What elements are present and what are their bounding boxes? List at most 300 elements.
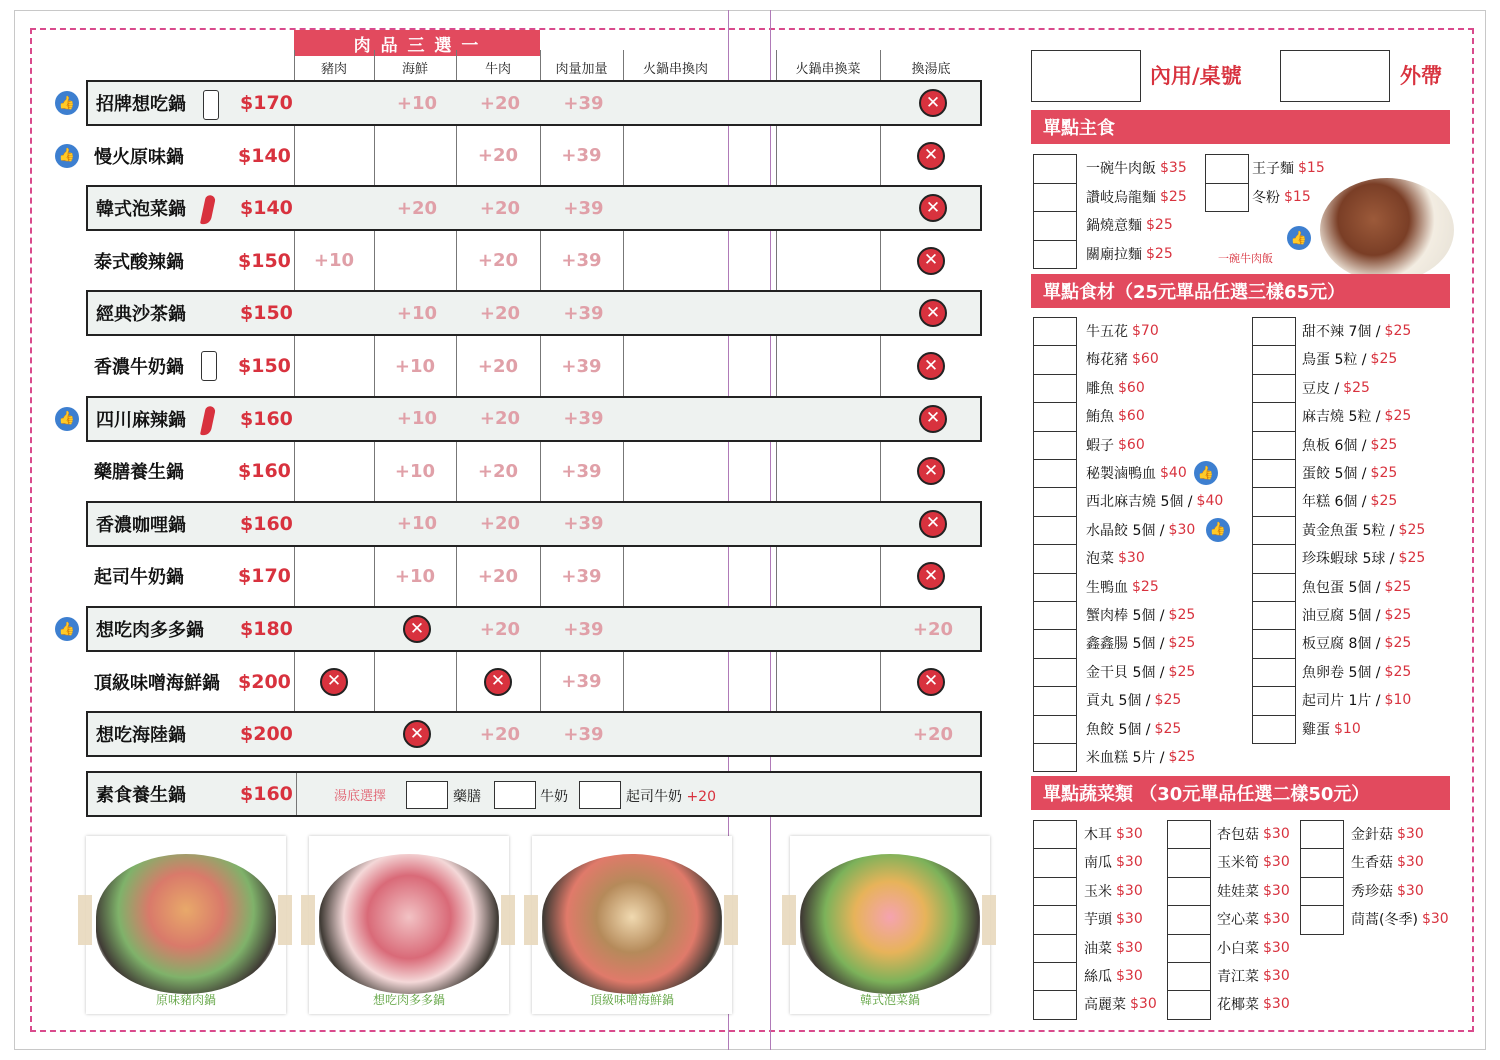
surcharge-seafood: +10 (396, 302, 438, 324)
surcharge-beef: +20 (477, 145, 519, 167)
item-price: $25 (1168, 635, 1196, 652)
order-checkbox[interactable] (1252, 374, 1296, 403)
item-price: $30 (1168, 521, 1196, 538)
pot-name: 泰式酸辣鍋 (94, 251, 184, 273)
cheese-milk-label: 起司牛奶 (626, 789, 682, 805)
item-price: $30 (1263, 996, 1290, 1013)
order-checkbox[interactable] (1252, 516, 1296, 545)
pot-row[interactable] (86, 396, 982, 442)
milk-bottle-icon (201, 351, 217, 381)
pot-name: 香濃咖哩鍋 (96, 514, 186, 536)
menu-item (1084, 965, 1143, 987)
item-name: 蛋餃 5個 / (1302, 466, 1367, 482)
item-price: $25 (1146, 217, 1173, 233)
hotpot-photo-card (309, 836, 509, 1014)
item-name: 高麗菜 (1084, 997, 1126, 1014)
hotpot-photo-card (532, 836, 732, 1014)
menu-item (1086, 490, 1223, 512)
photo-caption: 想吃肉多多鍋 (372, 993, 445, 1007)
surcharge-seafood: +10 (396, 513, 438, 535)
menu-item (1351, 908, 1449, 930)
veg-pot-row[interactable] (86, 771, 982, 817)
item-name: 雞蛋 (1302, 721, 1330, 738)
order-checkbox[interactable] (1252, 431, 1296, 460)
order-checkbox[interactable] (1033, 345, 1077, 374)
menu-item (1217, 937, 1290, 959)
menu-item (1086, 462, 1187, 484)
order-checkbox[interactable] (1033, 317, 1077, 346)
item-price: $25 (1398, 550, 1426, 567)
order-checkbox[interactable] (1033, 487, 1077, 516)
item-name: 魚餃 5個 / (1086, 721, 1151, 738)
menu-item (1302, 519, 1425, 541)
item-price: $60 (1118, 436, 1145, 453)
menu-item (1086, 689, 1181, 711)
tape-decoration (501, 895, 515, 945)
pot-name: 想吃海陸鍋 (96, 725, 186, 747)
item-name: 貢丸 5個 / (1086, 693, 1151, 710)
menu-item (1086, 661, 1195, 683)
menu-item (1351, 823, 1424, 845)
unavailable-x-icon: ✕ (919, 510, 947, 538)
surcharge-more: +39 (561, 145, 602, 167)
menu-item (1217, 965, 1290, 987)
pot-price: $150 (238, 249, 291, 272)
order-checkbox[interactable] (1033, 573, 1077, 602)
item-name: 珍珠蝦球 5球 / (1302, 551, 1395, 568)
recommended-like-icon: 👍 (55, 91, 79, 115)
menu-item (1217, 851, 1290, 873)
pot-price: $150 (238, 355, 291, 377)
order-checkbox[interactable] (1167, 990, 1211, 1019)
surcharge-beef: +20 (477, 460, 519, 482)
item-price: $25 (1154, 692, 1182, 709)
surcharge-beef: +20 (479, 513, 521, 535)
menu-item (1252, 157, 1325, 179)
pot-name: 招牌想吃鍋 (96, 94, 186, 115)
item-name: 青江菜 (1217, 969, 1259, 985)
surcharge-beef: +20 (477, 355, 519, 377)
item-name: 起司片 1片 / (1302, 693, 1381, 710)
order-checkbox[interactable] (1205, 183, 1249, 213)
unavailable-x-icon: ✕ (917, 247, 945, 275)
order-checkbox[interactable] (1033, 459, 1077, 488)
pot-price: $200 (240, 723, 293, 746)
item-price: $30 (1116, 968, 1143, 984)
item-name: 甜不辣 7個 / (1302, 324, 1381, 340)
menu-item (1084, 880, 1143, 902)
order-checkbox[interactable] (1033, 601, 1077, 630)
menu-item (1086, 604, 1195, 626)
menu-item (1302, 377, 1370, 399)
surcharge-more: +39 (561, 355, 602, 377)
item-name: 芋頭 (1084, 912, 1112, 929)
meat-choice-header: 肉 品 三 選 一 (294, 30, 540, 56)
order-checkbox[interactable] (1033, 183, 1077, 213)
ingredient-section-title: 單點食材（25元單品任選三樣65元） (1031, 274, 1450, 308)
item-name: 金干貝 5個 / (1086, 664, 1165, 681)
hotpot-photo-card (790, 836, 990, 1014)
surcharge-more: +39 (561, 460, 602, 482)
item-name: 鑫鑫腸 5個 / (1086, 636, 1165, 653)
item-name: 牛五花 (1086, 324, 1128, 340)
item-price: $35 (1160, 160, 1187, 176)
item-name: 西北麻吉燒 5個 / (1086, 494, 1193, 511)
recommended-like-icon: 👍 (1194, 461, 1218, 485)
tape-decoration (278, 895, 292, 945)
item-name: 魚包蛋 5個 / (1302, 579, 1381, 596)
unavailable-x-icon: ✕ (919, 299, 947, 327)
order-checkbox[interactable] (1167, 820, 1211, 849)
item-name: 黃金魚蛋 5粒 / (1302, 522, 1395, 539)
tape-decoration (78, 895, 92, 945)
pot-name: 藥膳養生鍋 (94, 462, 184, 484)
menu-item (1086, 434, 1145, 456)
item-name: 冬粉 (1252, 189, 1280, 206)
surcharge-beef: +20 (477, 565, 519, 587)
order-checkbox[interactable] (1205, 154, 1249, 184)
item-price: $30 (1118, 550, 1145, 567)
unavailable-x-icon: ✕ (403, 720, 431, 748)
menu-item (1086, 243, 1173, 265)
menu-item (1084, 851, 1143, 873)
item-price: $25 (1370, 436, 1398, 453)
order-checkbox[interactable] (1033, 820, 1077, 849)
tape-decoration (301, 895, 315, 945)
hotpot-photo-card (86, 836, 286, 1014)
surcharge-beef: +20 (479, 408, 521, 430)
pot-name: 起司牛奶鍋 (94, 567, 184, 589)
surcharge-more: +39 (563, 92, 604, 114)
item-price: $30 (1421, 911, 1449, 928)
surcharge-more: +39 (563, 723, 604, 745)
veg-pot-name: 素食養生鍋 (96, 785, 186, 806)
item-name: 泡菜 (1086, 551, 1114, 568)
order-checkbox[interactable] (1033, 240, 1077, 270)
item-name: 豆皮 / (1302, 380, 1340, 397)
order-checkbox[interactable] (1167, 962, 1211, 991)
item-name: 生香菇 (1351, 855, 1393, 872)
soup-option-herbal: 藥膳 (453, 789, 481, 805)
order-checkbox[interactable] (1033, 431, 1077, 460)
order-checkbox[interactable] (1300, 848, 1344, 877)
item-name: 米血糕 5片 / (1086, 750, 1165, 766)
order-checkbox[interactable] (1252, 601, 1296, 630)
hotpot-photo (96, 854, 276, 994)
pot-row[interactable] (86, 448, 982, 494)
surcharge-seafood: +10 (396, 408, 438, 430)
order-checkbox[interactable] (1252, 345, 1296, 374)
menu-item (1302, 490, 1397, 512)
unavailable-x-icon: ✕ (484, 668, 512, 696)
order-checkbox[interactable] (1167, 877, 1211, 906)
pot-name: 韓式泡菜鍋 (96, 199, 186, 221)
pot-row[interactable] (86, 185, 982, 231)
soup-checkbox-herbal[interactable] (406, 781, 448, 809)
milk-bottle-icon (203, 90, 219, 120)
surcharge-more: +39 (563, 302, 604, 324)
order-checkbox[interactable] (1300, 820, 1344, 849)
item-name: 魚卵卷 5個 / (1302, 664, 1381, 681)
pot-price: $160 (238, 460, 291, 483)
pot-row[interactable] (86, 80, 982, 126)
cheese-milk-price: +20 (686, 789, 716, 805)
order-checkbox[interactable] (1167, 934, 1211, 963)
pot-price: $140 (240, 197, 293, 220)
order-checkbox[interactable] (1033, 743, 1077, 772)
menu-item (1302, 462, 1397, 484)
item-name: 秘製滷鴨血 (1086, 466, 1156, 482)
table-number-input[interactable] (1031, 50, 1141, 102)
order-checkbox[interactable] (1033, 402, 1077, 431)
pot-row[interactable] (86, 133, 982, 179)
pot-name: 四川麻辣鍋 (96, 409, 186, 431)
column-header-0: 豬肉 (320, 62, 347, 77)
item-price: $25 (1398, 521, 1426, 538)
surcharge-more: +39 (561, 250, 602, 272)
pot-name: 頂級味噌海鮮鍋 (94, 672, 220, 694)
column-header-5: 火鍋串換菜 (795, 62, 861, 77)
item-name: 生鴨血 (1086, 579, 1128, 596)
menu-item (1302, 434, 1397, 456)
item-name: 小白菜 (1217, 940, 1259, 957)
unavailable-x-icon: ✕ (917, 562, 945, 590)
surcharge-more: +39 (563, 408, 604, 430)
order-checkbox[interactable] (1033, 211, 1077, 241)
order-checkbox[interactable] (1033, 934, 1077, 963)
unavailable-x-cell (882, 503, 984, 545)
menu-item (1084, 908, 1143, 930)
unavailable-x-icon: ✕ (919, 405, 947, 433)
item-price: $30 (1263, 968, 1290, 984)
tape-decoration (724, 895, 738, 945)
order-checkbox[interactable] (1033, 715, 1077, 744)
item-name: 蟹肉棒 5個 / (1086, 608, 1165, 624)
unavailable-x-cell (376, 713, 458, 755)
soup-checkbox-milk[interactable] (494, 781, 536, 809)
soup-option-milk: 牛奶 (540, 789, 568, 805)
order-checkbox[interactable] (1252, 629, 1296, 658)
menu-item (1084, 823, 1143, 845)
pot-row[interactable] (86, 606, 982, 652)
item-price: $25 (1370, 465, 1398, 481)
unavailable-x-cell (880, 659, 982, 705)
order-checkbox[interactable] (1033, 848, 1077, 877)
surcharge-more: +39 (561, 671, 602, 693)
order-checkbox[interactable] (1033, 962, 1077, 991)
menu-item (1217, 908, 1290, 930)
pot-row[interactable] (86, 501, 982, 547)
unavailable-x-icon: ✕ (403, 615, 431, 643)
order-checkbox[interactable] (1167, 905, 1211, 934)
order-checkbox[interactable] (1252, 544, 1296, 573)
pot-price: $160 (240, 407, 293, 430)
order-checkbox[interactable] (1300, 905, 1344, 934)
unavailable-x-icon: ✕ (919, 194, 947, 222)
recommended-like-icon: 👍 (55, 407, 79, 431)
pot-price: $160 (240, 512, 293, 535)
menu-item (1302, 405, 1411, 427)
order-checkbox[interactable] (1033, 516, 1077, 545)
beef-rice-caption: 一碗牛肉飯 (1218, 252, 1273, 265)
pot-row[interactable] (86, 343, 982, 389)
item-price: $30 (1263, 939, 1290, 956)
item-price: $30 (1397, 826, 1424, 842)
item-price: $25 (1384, 635, 1412, 652)
staple-section-title: 單點主食 (1031, 110, 1450, 144)
tape-decoration (782, 895, 796, 945)
unavailable-x-cell (880, 343, 982, 389)
order-checkbox[interactable] (1033, 905, 1077, 934)
surcharge-pork: +10 (313, 250, 355, 272)
pot-row[interactable] (86, 659, 982, 705)
takeout-input[interactable] (1280, 50, 1390, 102)
menu-item (1086, 157, 1187, 179)
item-name: 空心菜 (1217, 912, 1259, 929)
surcharge-beef: +20 (479, 618, 521, 640)
pot-row[interactable] (86, 290, 982, 336)
unavailable-x-cell (880, 553, 982, 599)
soup-checkbox-cheese-milk[interactable] (579, 781, 621, 809)
item-name: 玉米 (1084, 883, 1112, 900)
menu-item (1086, 519, 1195, 541)
item-price: $30 (1116, 826, 1143, 842)
surcharge-beef: +20 (479, 197, 521, 219)
item-price: $30 (1263, 854, 1290, 871)
pot-price: $180 (240, 618, 293, 640)
surcharge-beef: +20 (477, 250, 519, 272)
photo-caption: 原味豬肉鍋 (155, 993, 216, 1007)
item-price: $30 (1130, 996, 1157, 1013)
item-name: 花椰菜 (1217, 997, 1259, 1014)
pot-name: 經典沙茶鍋 (96, 304, 186, 326)
item-name: 南瓜 (1084, 855, 1112, 872)
pot-row[interactable] (86, 553, 982, 599)
photo-caption: 韓式泡菜鍋 (859, 993, 920, 1007)
order-checkbox[interactable] (1300, 877, 1344, 906)
tape-decoration (982, 895, 996, 945)
order-checkbox[interactable] (1033, 990, 1077, 1019)
order-checkbox[interactable] (1252, 459, 1296, 488)
unavailable-x-cell (880, 133, 982, 179)
column-header-4: 火鍋串換肉 (642, 62, 708, 77)
menu-item (1302, 576, 1411, 598)
pot-price: $150 (240, 302, 293, 325)
item-price: $10 (1384, 692, 1412, 709)
item-price: $25 (1384, 408, 1412, 425)
tape-decoration (524, 895, 538, 945)
item-price: $30 (1397, 854, 1424, 871)
menu-item (1086, 214, 1173, 236)
order-checkbox[interactable] (1252, 573, 1296, 602)
item-name: 一碗牛肉飯 (1086, 161, 1156, 177)
menu-item (1086, 718, 1181, 740)
order-checkbox[interactable] (1252, 686, 1296, 715)
order-checkbox[interactable] (1252, 402, 1296, 431)
unavailable-x-icon: ✕ (919, 89, 947, 117)
menu-item (1302, 604, 1411, 626)
item-price: $40 (1196, 493, 1224, 510)
surcharge-beef: +20 (479, 723, 521, 745)
order-checkbox[interactable] (1252, 487, 1296, 516)
beef-rice-photo (1320, 178, 1454, 282)
order-checkbox[interactable] (1167, 848, 1211, 877)
menu-item (1086, 320, 1159, 342)
order-checkbox[interactable] (1252, 715, 1296, 744)
unavailable-x-cell (456, 659, 540, 705)
menu-item (1302, 547, 1425, 569)
surcharge-more: +39 (563, 197, 604, 219)
order-checkbox[interactable] (1033, 686, 1077, 715)
order-checkbox[interactable] (1033, 374, 1077, 403)
order-checkbox[interactable] (1033, 658, 1077, 687)
pot-price: $170 (238, 565, 291, 588)
photo-caption: 頂級味噌海鮮鍋 (589, 993, 674, 1007)
pot-name: 香濃牛奶鍋 (94, 357, 184, 378)
item-name: 木耳 (1084, 827, 1112, 843)
veg-section-title: 單點蔬菜類 （30元單品任選二樣50元） (1031, 776, 1450, 810)
menu-item (1086, 348, 1159, 370)
item-name: 茼蒿(冬季) (1351, 912, 1418, 929)
chili-pepper-icon (200, 405, 216, 436)
order-checkbox[interactable] (1033, 544, 1077, 573)
item-price: $25 (1168, 749, 1196, 765)
pot-row[interactable] (86, 238, 982, 284)
unavailable-x-cell (880, 448, 982, 494)
item-price: $25 (1168, 663, 1196, 680)
menu-item (1217, 880, 1290, 902)
veg-pot-price: $160 (240, 783, 293, 805)
item-name: 梅花豬 (1086, 352, 1128, 369)
hotpot-photo (319, 854, 499, 994)
item-name: 鳥蛋 5粒 / (1302, 352, 1367, 369)
surcharge-soup: +20 (912, 723, 954, 745)
unavailable-x-cell (882, 292, 984, 334)
pot-price: $170 (240, 92, 293, 114)
item-price: $25 (1370, 351, 1398, 368)
item-name: 油菜 (1084, 940, 1112, 957)
item-name: 年糕 6個 / (1302, 494, 1367, 511)
order-checkbox[interactable] (1252, 658, 1296, 687)
unavailable-x-icon: ✕ (917, 142, 945, 170)
dine-in-label: 內用/桌號 (1150, 64, 1242, 88)
item-price: $25 (1146, 245, 1173, 262)
order-checkbox[interactable] (1252, 317, 1296, 346)
order-checkbox[interactable] (1033, 154, 1077, 184)
surcharge-more: +39 (561, 565, 602, 587)
item-name: 蝦子 (1086, 437, 1114, 454)
item-name: 金針菇 (1351, 827, 1393, 843)
item-name: 油豆腐 5個 / (1302, 608, 1381, 624)
item-price: $25 (1132, 578, 1159, 595)
order-checkbox[interactable] (1033, 877, 1077, 906)
item-price: $30 (1116, 854, 1143, 871)
item-price: $30 (1116, 911, 1143, 928)
pot-row[interactable] (86, 711, 982, 757)
recommended-like-icon: 👍 (55, 144, 79, 168)
item-name: 玉米筍 (1217, 855, 1259, 872)
takeout-label: 外帶 (1400, 64, 1442, 88)
menu-item (1217, 823, 1290, 845)
menu-item (1086, 405, 1145, 427)
item-price: $30 (1397, 882, 1424, 899)
item-price: $25 (1384, 663, 1412, 680)
surcharge-beef: +20 (479, 92, 521, 114)
unavailable-x-cell (880, 238, 982, 284)
recommended-like-icon: 👍 (1206, 518, 1230, 542)
order-checkbox[interactable] (1033, 629, 1077, 658)
menu-item (1086, 632, 1195, 654)
